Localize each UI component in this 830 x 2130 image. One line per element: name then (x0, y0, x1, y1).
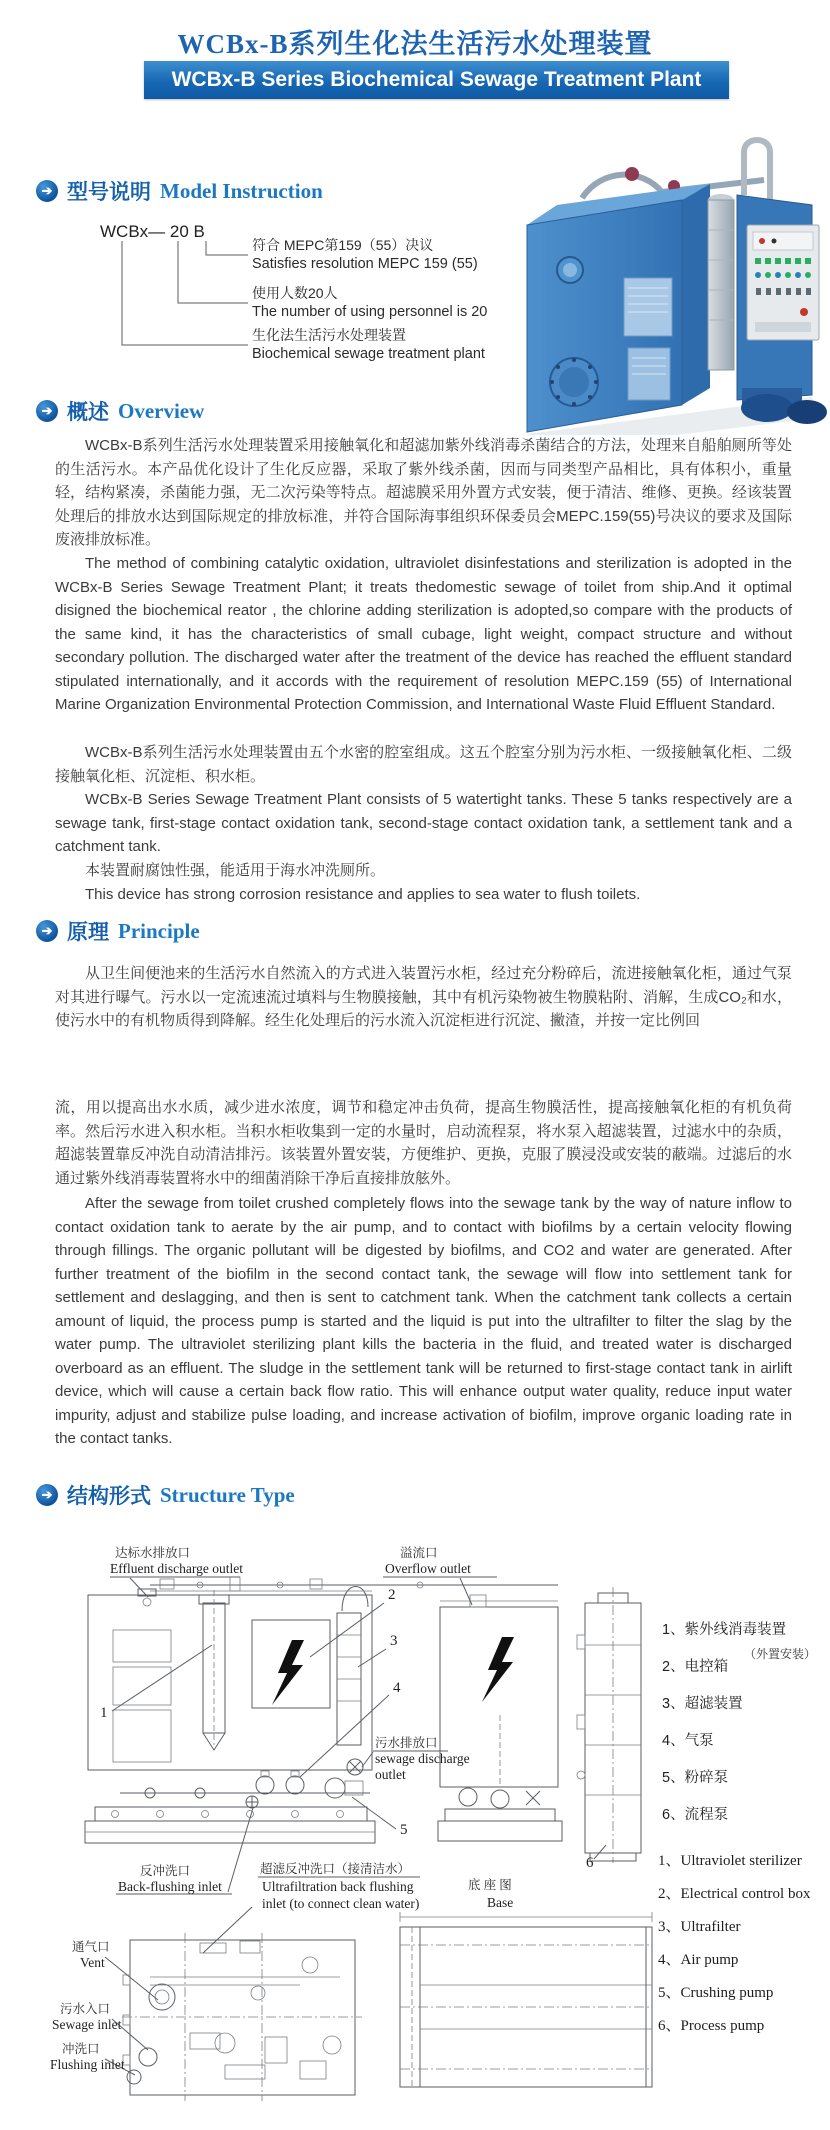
effluent-outlet-label-en: Effluent discharge outlet (110, 1561, 243, 1576)
arrow-bullet-icon: ➔ (36, 1484, 58, 1506)
side-elevation-drawing (438, 1595, 562, 1841)
overflow-outlet-label-cn: 溢流口 (400, 1546, 438, 1560)
model-item3-cn: 生化法生活污水处理装置 (252, 327, 406, 343)
section-header-structure (36, 1480, 295, 1510)
external-install-note: （外置安装） (744, 1647, 817, 1661)
section-title-overview-cn: 概述 (67, 400, 109, 424)
porthole-glass (563, 263, 577, 277)
legend-cn-item: 4、气泵 (662, 1733, 714, 1749)
section-title-model-en: Model Instruction (160, 178, 323, 203)
cabinet-label-strip (755, 322, 811, 332)
indicator-red (759, 238, 765, 244)
section-header-principle (36, 916, 200, 946)
sewage-discharge-valve (347, 1759, 363, 1775)
legend-cn-item: 5、粉碎泵 (662, 1770, 729, 1786)
model-item2-en: The number of using personnel is 20 (252, 304, 488, 320)
crushing-pump (256, 1776, 274, 1794)
overview-tanks-cn: WCBx-B系列生活污水处理装置由五个水密的腔室组成。这五个腔室分别为污水柜、一级接触氧化柜、二级接触氧化柜、沉淀柜、积水柜。 (55, 744, 792, 785)
base-label-cn: 底 座 图 (468, 1878, 512, 1892)
legend-cn-item: 2、电控箱 (662, 1659, 729, 1675)
section-title-principle-en: Principle (118, 918, 200, 943)
section-header-model (36, 176, 323, 206)
pump-body (787, 400, 827, 424)
ultrafilter-cylinder (708, 200, 734, 370)
top-view-drawing (122, 1933, 362, 2101)
front-view-drawing (85, 1577, 558, 1843)
legend-cn-item: 3、超滤装置 (662, 1696, 743, 1712)
vent-label-en: Vent (80, 1955, 105, 1970)
sewage-discharge-label-cn: 污水排放口 (375, 1736, 438, 1750)
product-photo (512, 100, 830, 435)
sewage-discharge-label-en2: outlet (375, 1767, 406, 1782)
callout-5: 5 (400, 1822, 408, 1838)
legend-en-item: 2、Electrical control box (658, 1886, 811, 1902)
connector-line (178, 241, 248, 303)
model-item1-cn: 符合 MEPC第159（55）决议 (252, 237, 434, 253)
tank-side (682, 184, 710, 405)
section-title-principle-cn: 原理 (67, 920, 109, 944)
principle-paragraph-en: After the sewage from toilet crushed completely flows into the sewage tank by the way of nature inflow to contact oxidation tank to aerate by the air pump, and to contact with biofilms by a certain velocity flowing through fillings. The organic pollutant will be digested by biofilms, and CO2 and water are generated. After further treatment of the biofilm in the second contact tank, the sewage will flow into settlement tank for settlement and deslagging, and then is sent to catchment tank. When the catchment tank collects a certain amount of liquid, the process pump is started and the liquid is put into the ultrafilter to filter the slag by the water pump. The ultraviolet sterilizing plant kills the bacteria in the fluid, and treated water is discharged overboard as an effluent. The sludge in the settlement tank will be returned to first-stage contact tank in airlift device, which will cause a certain back flow ratio. This will enhance output water quality, reduce input water impurity, adjust and stabilize pulse loading, and increase activation of biofilm, improve organic loading rate in the contact tanks. (55, 1195, 792, 1447)
legend-en-item: 6、Process pump (658, 2018, 765, 2034)
legend-cn-item: 6、流程泵 (662, 1807, 729, 1823)
section-title-structure-cn: 结构形式 (67, 1484, 151, 1508)
model-code: WCBx— 20 B (100, 222, 205, 241)
callout-3: 3 (390, 1633, 398, 1649)
end-view-drawing (577, 1587, 641, 1863)
valve-handwheel (625, 167, 639, 181)
overview-corrosion-en: This device has strong corrosion resistance and applies to sea water to flush toilets. (85, 886, 641, 903)
model-item2-cn: 使用人数20人 (252, 285, 338, 301)
effluent-outlet-label-cn: 达标水排放口 (115, 1546, 191, 1560)
legend-en-item: 4、Air pump (658, 1952, 739, 1968)
overflow-outlet-label-en: Overflow outlet (385, 1561, 471, 1576)
backflush-fitting (246, 1796, 258, 1808)
section-title-structure-en: Structure Type (160, 1482, 295, 1507)
vent-flange (149, 1984, 175, 2010)
arrow-bullet-icon: ➔ (36, 920, 58, 942)
nameplate (624, 278, 672, 336)
sewage-inlet-flange (139, 2048, 157, 2066)
base-label-en: Base (487, 1895, 514, 1910)
callout-2: 2 (388, 1587, 396, 1603)
legend-en-item: 3、Ultrafilter (658, 1919, 741, 1935)
page-title: WCBx-B系列生化法生活污水处理装置 (177, 29, 653, 59)
flushing-inlet-label-cn: 冲洗口 (62, 2042, 100, 2056)
overview-tanks-en: WCBx-B Series Sewage Treatment Plant consists of 5 watertight tanks. These 5 tanks respectively are a sewage tank, first-stage contact oxidation tank, second-stage contact oxidation tank, a settlement tank and a catchment tank. (55, 791, 792, 855)
legend-en (658, 1845, 830, 2043)
backflush-label-cn: 反冲洗口 (140, 1864, 191, 1878)
model-item3-en: Biochemical sewage treatment plant (252, 346, 485, 362)
principle-paragraph1-cn: 从卫生间便池来的生活污水自然流入的方式进入装置污水柜，经过充分粉碎后，流进接触氧化柜，通过气泵对其进行曝气。污水以一定流速流过填料与生物膜接触，其中有机污染物被生物膜粘附、消解，生成CO₂和水，使污水中的有机物质得到降解。经生化处理后的污水流入沉淀柜进行沉淀、撇渣，并按一定比例回 (55, 965, 792, 1029)
model-item1-en: Satisfies resolution MEPC 159 (55) (252, 256, 478, 272)
callout-4: 4 (393, 1680, 401, 1696)
legend-cn-item: 1、紫外线消毒装置 (662, 1622, 787, 1638)
legend-en-item: 1、Ultraviolet sterilizer (658, 1853, 802, 1869)
overview-corrosion-cn: 本装置耐腐蚀性强，能适用于海水冲洗厕所。 (85, 862, 386, 879)
connector-line (122, 241, 248, 345)
sewage-inlet-label-en: Sewage inlet (52, 2017, 122, 2032)
backflush-label-en: Back-flushing inlet (118, 1879, 222, 1894)
callout-6: 6 (586, 1855, 594, 1871)
sewage-discharge-label-en1: sewage discharge (375, 1751, 470, 1766)
section-header-overview (36, 396, 204, 426)
sewage-inlet-label-cn: 污水入口 (60, 2002, 111, 2016)
section-title-model-cn: 型号说明 (67, 180, 151, 204)
connector-line (206, 241, 248, 255)
base-plan-drawing (400, 1912, 652, 2087)
pump-body (741, 394, 793, 422)
arrow-bullet-icon: ➔ (36, 400, 58, 422)
section-title-overview-en: Overview (118, 398, 205, 423)
principle-paragraph2-cn: 流，用以提高出水水质，减少进水浓度，调节和稳定冲击负荷，提高生物膜活性，提高接触氧化柜的有机负荷率。然后污水进入积水柜。当积水柜收集到一定的水量时，启动流程泵，将水泵入超滤装置，过滤水中的杂质，超滤装置靠反冲洗自动清洁排污。该装置外置安装，方便维护、更换，克服了膜浸没或安装的蔽端。过滤后的水通过紫外线消毒装置将水中的细菌消除干净后直接排放舷外。 (55, 1099, 792, 1187)
bolt-holes (112, 1811, 344, 1818)
uf-backflush-label-cn: 超滤反冲洗口（接清洁水） (260, 1862, 411, 1876)
overview-paragraph-cn: WCBx-B系列生活污水处理装置采用接触氧化和超滤加紫外线消毒杀菌结合的方法，处理来自船舶厕所等处的生活污水。本产品优化设计了生化反应器，采取了紫外线杀菌，因而与同类型产品相比，具有体积小，重量轻，结构紧凑，杀菌能力强，无二次污染等特点。超滤膜采用外置方式安装，便于清洁、维修、更换。经该装置处理后的排放水达到国际规定的排放标准，并符合国际海事组织环保委员会MEPC.159(55)号决议的要求及国际废液排放标准。 (55, 437, 792, 548)
air-pump (286, 1776, 304, 1794)
process-pump (325, 1778, 345, 1798)
uf-backflush-label-en1: Ultrafiltration back flushing (262, 1879, 414, 1894)
manhole-inner (559, 367, 589, 397)
lightning-bolt-icon (272, 1640, 304, 1705)
vent-label-cn: 通气口 (72, 1940, 110, 1954)
stop-button (800, 308, 808, 316)
overview-paragraph-en: The method of combining catalytic oxidation, ultraviolet disinfestations and sterilization is adopted in the WCBx-B Series Sewage Treatment Plant; it treats thedomestic sewage of toilet from ship.And it optimal disigned the biochemical reator , the chlorine adding sterilization is adopted,so compare with the products of the same kind, it has the characteristics of small cubage, light weight, compact structure and without secondary pollution. The discharged water after the treatment of the device has reached the effluent standard stipulated internationally, and it accords with the requirement of resolution MEPC.159 (55) of International Marine Organization Environmental Protection Commission, and International Waste Fluid Effluent Standard. (55, 555, 792, 713)
title-banner: WCBx-B Series Biochemical Sewage Treatment Plant (144, 61, 729, 99)
model-code-diagram (60, 212, 520, 372)
arrow-bullet-icon: ➔ (36, 180, 58, 202)
lightning-bolt-icon (482, 1637, 514, 1702)
indicator-dark (772, 239, 777, 244)
uf-backflush-label-en2: inlet (to connect clean water) (262, 1896, 420, 1911)
legend-en-item: 5、Crushing pump (658, 1985, 774, 2001)
callout-1: 1 (100, 1705, 108, 1721)
flushing-inlet-label-en: Flushing inlet (50, 2057, 125, 2072)
loop-pipe (744, 140, 770, 200)
